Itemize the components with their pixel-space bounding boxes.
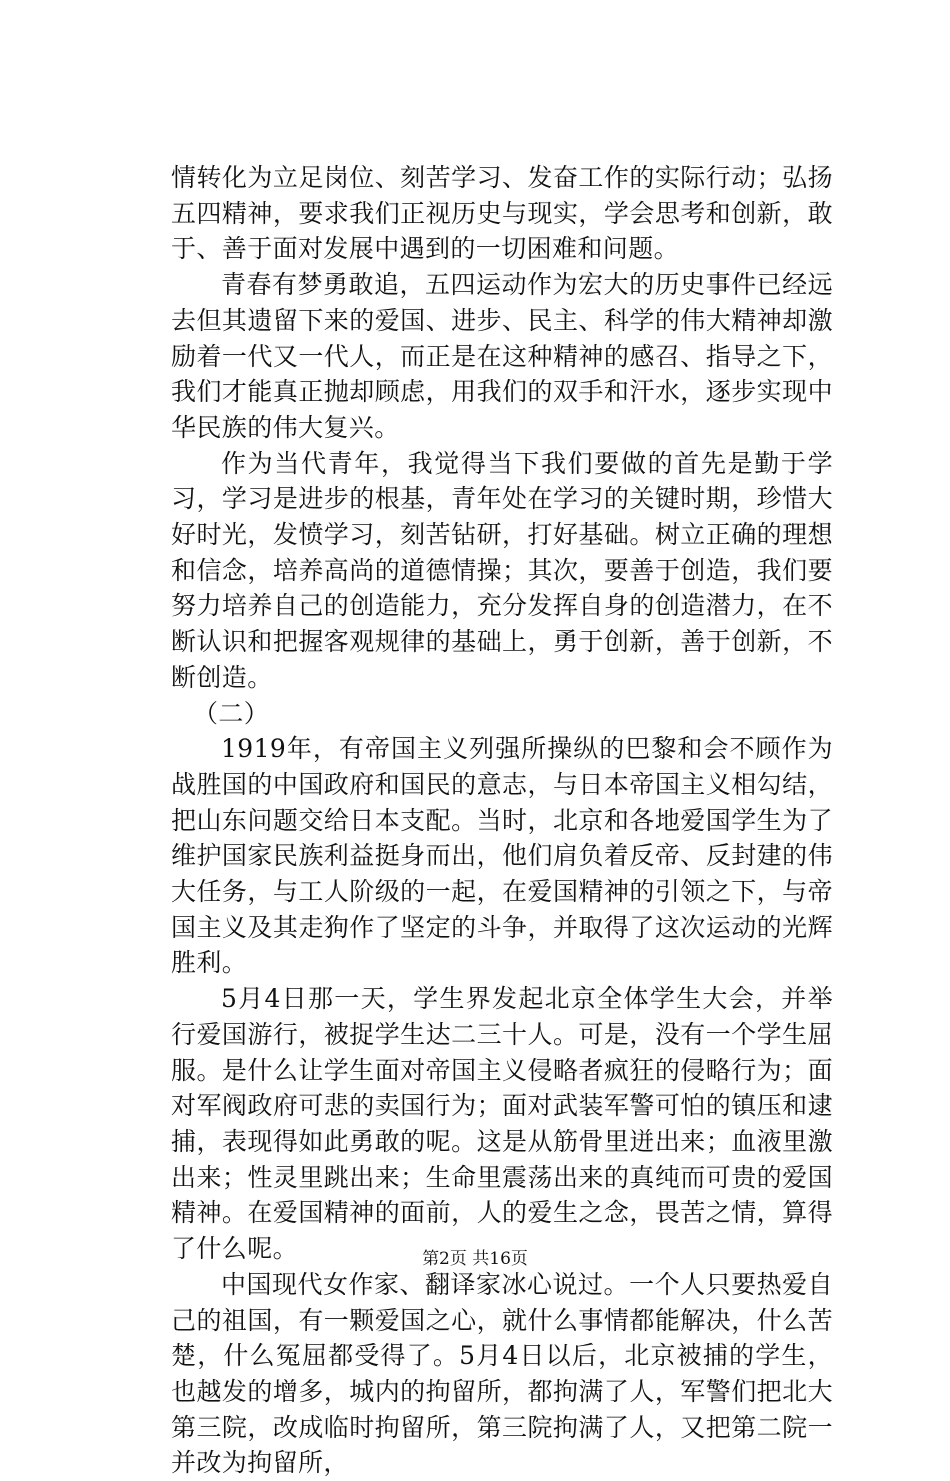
page-number-footer: 第2页 共16页 xyxy=(422,1249,528,1269)
paragraph-4: 1919年，有帝国主义列强所操纵的巴黎和会不顾作为战胜国的中国政府和国民的意志，与日本帝国主义相勾结，把山东问题交给日本支配。当时，北京和各地爱国学生为了维护国家民族利益挺身而出，他们肩负着反帝、反封建的伟大任务，与工人阶级的一起，在爱国精神的引领之下，与帝国主义及其走狗作了坚定的斗争，并取得了这次运动的光辉胜利。 xyxy=(171,734,833,978)
paragraph-1: 情转化为立足岗位、刻苦学习、发奋工作的实际行动；弘扬五四精神，要求我们正视历史与现实，学会思考和创新，敢于、善于面对发展中遇到的一切困难和问题。 xyxy=(171,163,833,264)
document-body xyxy=(171,160,833,1481)
paragraph-3: 作为当代青年，我觉得当下我们要做的首先是勤于学习，学习是进步的根基，青年处在学习的关键时期，珍惜大好时光，发愤学习，刻苦钻研，打好基础。树立正确的理想和信念，培养高尚的道德情操；其次，要善于创造，我们要努力培养自己的创造能力，充分发挥自身的创造潜力，在不断认识和把握客观规律的基础上，勇于创新，善于创新，不断创造。 xyxy=(171,448,833,692)
paragraph-5: 5月4日那一天，学生界发起北京全体学生大会，并举行爱国游行，被捉学生达二三十人。可是，没有一个学生屈服。是什么让学生面对帝国主义侵略者疯狂的侵略行为；面对军阀政府可悲的卖国行为；面对武装军警可怕的镇压和逮捕，表现得如此勇敢的呢。这是从筋骨里迸出来；血液里激出来；性灵里跳出来；生命里震荡出来的真纯而可贵的爱国精神。在爱国精神的面前，人的爱生之念，畏苦之情，算得了什么呢。 xyxy=(171,984,833,1264)
paragraph-2: 青春有梦勇敢追，五四运动作为宏大的历史事件已经远去但其遗留下来的爱国、进步、民主、科学的伟大精神却激励着一代又一代人，而正是在这种精神的感召、指导之下，我们才能真正抛却顾虑，用我们的双手和汗水，逐步实现中华民族的伟大复兴。 xyxy=(171,270,833,442)
section-heading: （二） xyxy=(193,698,270,728)
paragraph-6: 中国现代女作家、翻译家冰心说过。一个人只要热爱自己的祖国，有一颗爱国之心，就什么事情都能解决，什么苦楚，什么冤屈都受得了。5月4日以后，北京被捕的学生，也越发的增多，城内的拘留所，都拘满了人，军警们把北大第三院，改成临时拘留所，第三院拘满了人，又把第二院一并改为拘留所， xyxy=(171,1269,833,1478)
